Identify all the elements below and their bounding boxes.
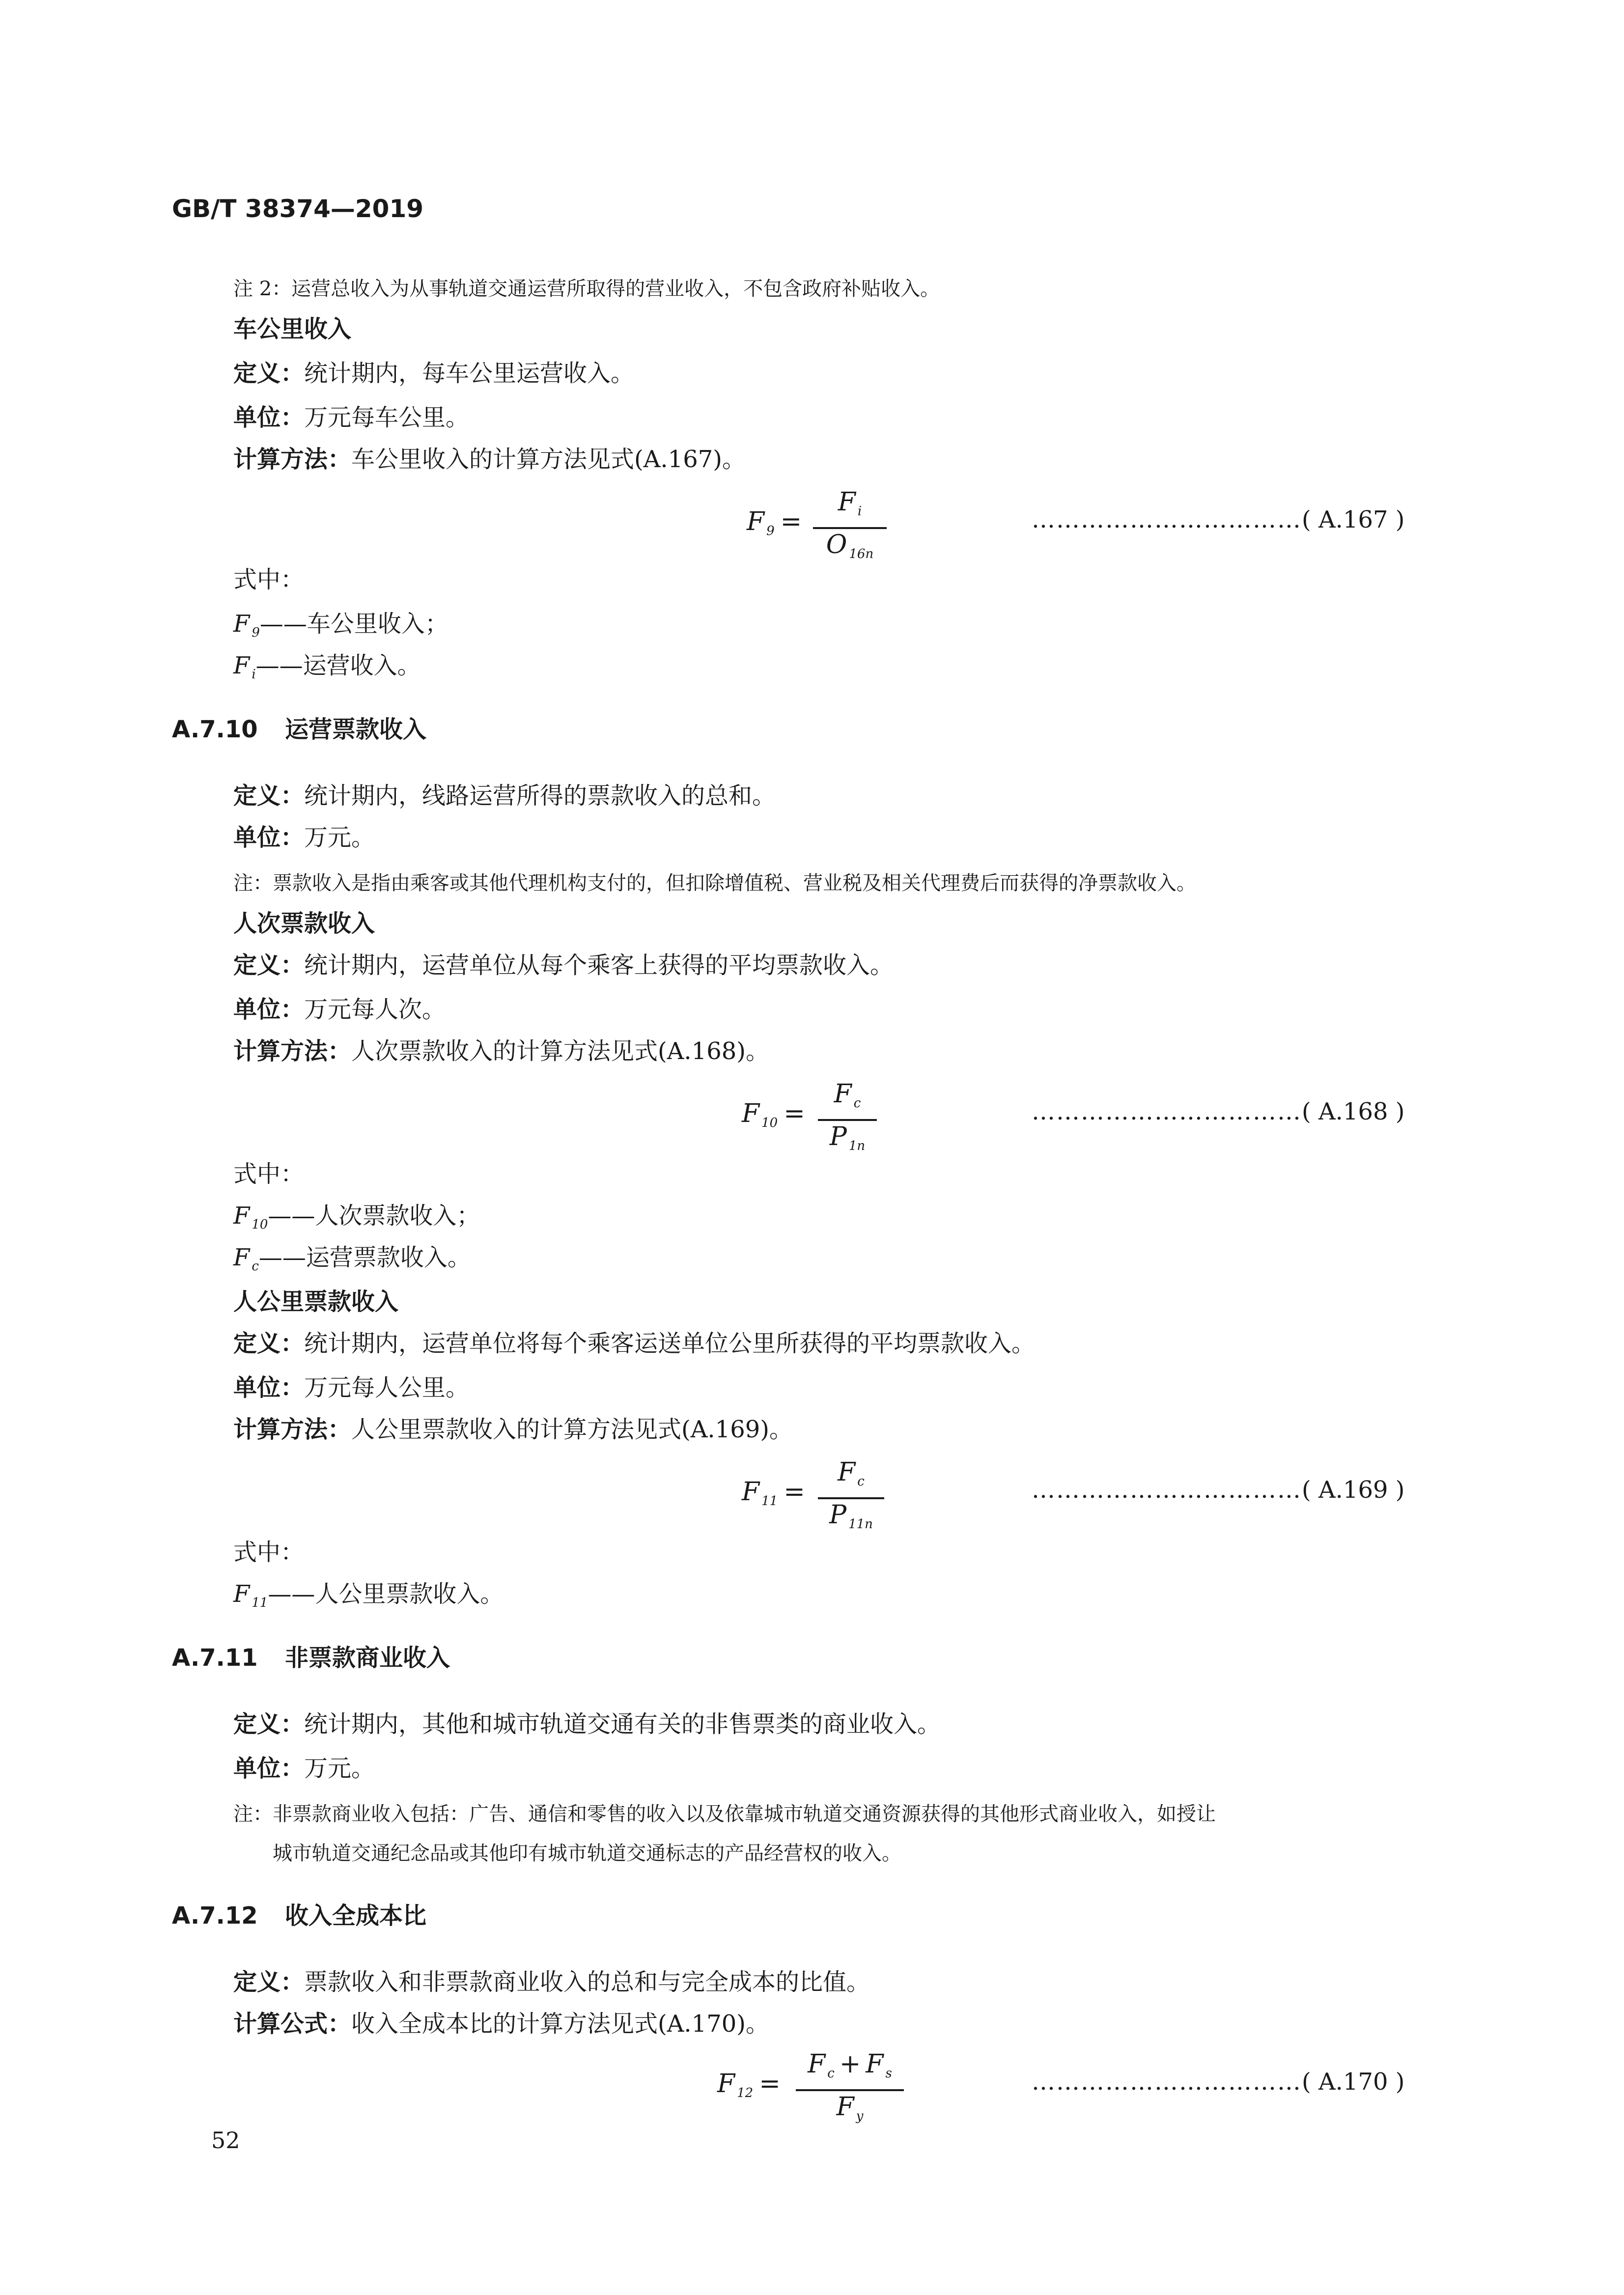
a711-note-line-2: 城市轨道交通纪念品或其他印有城市轨道交通标志的产品经营权的收入。 — [273, 1842, 901, 1865]
symbol-description: ——车公里收入； — [259, 610, 448, 638]
equation-number-a167 — [1032, 506, 1405, 533]
leader-dots: …………………………… — [1032, 506, 1302, 533]
section-number: A.7.12 — [172, 1902, 258, 1930]
def-label: 定义： — [233, 782, 305, 810]
symbol: F — [233, 652, 250, 679]
symbol-subscript: 10 — [252, 1217, 268, 1232]
equation-number-a168 — [1032, 1098, 1405, 1125]
unit-text: 万元每人次。 — [304, 996, 446, 1023]
denominator: O — [826, 530, 847, 560]
a710-unit — [233, 823, 375, 852]
per-km-method — [233, 1415, 793, 1444]
symbol-description: ——运营收入。 — [255, 652, 421, 679]
numerator: F — [838, 1457, 856, 1487]
denominator-subscript: 11n — [848, 1517, 873, 1532]
formula-a169: F $_{11}$ = F $_c$ P $_{11n}$ — [742, 1456, 904, 1530]
def-text: 统计期内，运营单位从每个乘客上获得的平均票款收入。 — [304, 952, 894, 979]
leader-dots: …………………………… — [1032, 2068, 1302, 2096]
leader-dots: …………………………… — [1032, 1098, 1302, 1125]
def-label: 定义： — [233, 1968, 305, 1996]
unit-text: 万元每车公里。 — [304, 404, 470, 431]
symbol-description: ——运营票款收入。 — [258, 1244, 471, 1271]
def-text: 统计期内，线路运营所得的票款收入的总和。 — [304, 782, 776, 810]
where-2: 式中： — [233, 1160, 305, 1188]
lhs-symbol: F — [717, 2069, 735, 2099]
symbol: F — [233, 610, 250, 638]
symbol-subscript: 11 — [252, 1595, 268, 1610]
car-km-method — [233, 445, 746, 474]
denominator-subscript: 16n — [849, 547, 874, 561]
page-number: 52 — [211, 2127, 240, 2154]
formula-a170: F $_{12}$ = F $_c$ + F $_s$ F $_y$ — [717, 2048, 924, 2122]
equation-label: ( A.169 ) — [1302, 1476, 1405, 1504]
symbol-f9-definition — [233, 609, 448, 647]
per-km-title: 人公里票款收入 — [233, 1288, 399, 1315]
car-km-definition — [233, 359, 634, 388]
unit-label: 单位： — [233, 1755, 305, 1782]
def-text: 统计期内，其他和城市轨道交通有关的非售票类的商业收入。 — [304, 1710, 941, 1738]
a712-method — [233, 2009, 769, 2039]
standard-id: GB/T 38374—2019 — [172, 195, 424, 223]
numerator-term-2-subscript: s — [885, 2066, 892, 2081]
def-label: 定义： — [233, 952, 305, 979]
symbol-description: ——人公里票款收入。 — [268, 1580, 504, 1608]
a711-note-line-1: 注：非票款商业收入包括：广告、通信和零售的收入以及依靠城市轨道交通资源获得的其他形式商业收入，如授让 — [233, 1803, 1216, 1825]
symbol-subscript: i — [252, 667, 256, 682]
denominator-subscript: 1n — [848, 1139, 866, 1153]
a710-definition — [233, 781, 776, 811]
def-label: 定义： — [233, 1710, 305, 1738]
lhs-subscript: 9 — [766, 524, 775, 538]
section-a712-heading — [172, 1901, 426, 1931]
equation-label: ( A.168 ) — [1302, 1098, 1405, 1125]
unit-label: 单位： — [233, 1374, 305, 1401]
lhs-symbol: F — [742, 1477, 760, 1507]
section-number: A.7.11 — [172, 1644, 258, 1672]
def-text: 统计期内，运营单位将每个乘客运送单位公里所获得的平均票款收入。 — [304, 1330, 1036, 1357]
symbol-description: ——人次票款收入； — [268, 1202, 480, 1230]
symbol-subscript: 9 — [252, 625, 260, 640]
symbol: F — [233, 1202, 250, 1230]
def-text: 票款收入和非票款商业收入的总和与完全成本的比值。 — [304, 1968, 870, 1996]
denominator: P — [829, 1500, 847, 1530]
method-label: 计算方法： — [233, 446, 352, 473]
numerator-subscript: i — [857, 504, 862, 519]
numerator-subscript: c — [853, 1096, 861, 1111]
a711-definition — [233, 1709, 941, 1739]
symbol-fc-definition — [233, 1243, 471, 1281]
symbol-subscript: c — [252, 1259, 259, 1274]
note-2: 注 2：运营总收入为从事轨道交通运营所取得的营业收入，不包含政府补贴收入。 — [233, 278, 940, 300]
lhs-subscript: 11 — [761, 1494, 778, 1509]
fraction — [796, 2048, 904, 2132]
leader-dots: …………………………… — [1032, 1476, 1302, 1504]
numerator: F — [834, 1079, 852, 1109]
method-text: 收入全成本比的计算方法见式(A.170)。 — [351, 2010, 770, 2038]
method-label: 计算方法： — [233, 1037, 352, 1065]
formula-a168: F $_{10}$ = F $_c$ P $_{1n}$ — [742, 1078, 899, 1152]
symbol-f11-definition — [233, 1579, 504, 1618]
section-title: 运营票款收入 — [285, 716, 427, 743]
where-1: 式中： — [233, 566, 305, 593]
method-text: 人公里票款收入的计算方法见式(A.169)。 — [351, 1416, 793, 1443]
where-3: 式中： — [233, 1539, 305, 1566]
a711-unit — [233, 1754, 375, 1783]
section-a710-heading — [172, 715, 426, 744]
section-title: 非票款商业收入 — [285, 1644, 450, 1672]
a710-note: 注：票款收入是指由乘客或其他代理机构支付的，但扣除增值税、营业税及相关代理费后而获得的净票款收入。 — [233, 872, 1196, 895]
lhs-symbol: F — [747, 507, 765, 536]
denominator: F — [836, 2092, 854, 2122]
unit-label: 单位： — [233, 996, 305, 1023]
symbol-fi-definition — [233, 651, 421, 689]
def-label: 定义： — [233, 360, 305, 387]
car-km-unit — [233, 403, 469, 432]
per-trip-definition — [233, 951, 894, 980]
method-text: 人次票款收入的计算方法见式(A.168)。 — [351, 1037, 770, 1065]
symbol-f10-definition — [233, 1201, 480, 1239]
fraction — [813, 486, 887, 570]
per-km-definition — [233, 1329, 1035, 1358]
fraction — [818, 1456, 884, 1540]
per-trip-method — [233, 1036, 769, 1066]
lhs-symbol: F — [742, 1099, 760, 1128]
unit-text: 万元。 — [304, 1755, 375, 1782]
denominator-subscript: y — [856, 2109, 864, 2124]
unit-text: 万元每人公里。 — [304, 1374, 470, 1401]
unit-text: 万元。 — [304, 824, 375, 851]
numerator-subscript: c — [827, 2066, 835, 2081]
equation-number-a169 — [1032, 1476, 1405, 1504]
per-trip-unit — [233, 995, 446, 1024]
equation-label: ( A.167 ) — [1302, 506, 1405, 533]
method-text: 车公里收入的计算方法见式(A.167)。 — [351, 446, 746, 473]
numerator-term-2: F — [866, 2049, 884, 2079]
section-title: 收入全成本比 — [285, 1902, 427, 1930]
per-trip-title: 人次票款收入 — [233, 910, 375, 937]
per-km-unit — [233, 1373, 469, 1402]
section-number: A.7.10 — [172, 716, 258, 743]
lhs-subscript: 10 — [761, 1116, 778, 1130]
equation-number-a170 — [1032, 2068, 1405, 2096]
lhs-subscript: 12 — [737, 2086, 754, 2100]
equation-label: ( A.170 ) — [1302, 2068, 1405, 2096]
formula-a167: F $_9$ = F $_i$ O $_{16n}$ — [747, 486, 894, 560]
numerator-subscript: c — [857, 1474, 865, 1489]
fraction — [818, 1078, 877, 1162]
denominator: P — [829, 1122, 847, 1151]
numerator: F — [808, 2049, 826, 2079]
a712-definition — [233, 1967, 870, 1997]
section-a711-heading — [172, 1643, 450, 1673]
symbol: F — [233, 1580, 250, 1608]
unit-label: 单位： — [233, 404, 305, 431]
symbol: F — [233, 1244, 250, 1271]
unit-label: 单位： — [233, 824, 305, 851]
car-km-title: 车公里收入 — [233, 315, 352, 343]
method-label: 计算公式： — [233, 2010, 352, 2038]
numerator: F — [838, 487, 856, 517]
plus-sign: + — [839, 2049, 861, 2079]
def-label: 定义： — [233, 1330, 305, 1357]
method-label: 计算方法： — [233, 1416, 352, 1443]
def-text: 统计期内，每车公里运营收入。 — [304, 360, 635, 387]
